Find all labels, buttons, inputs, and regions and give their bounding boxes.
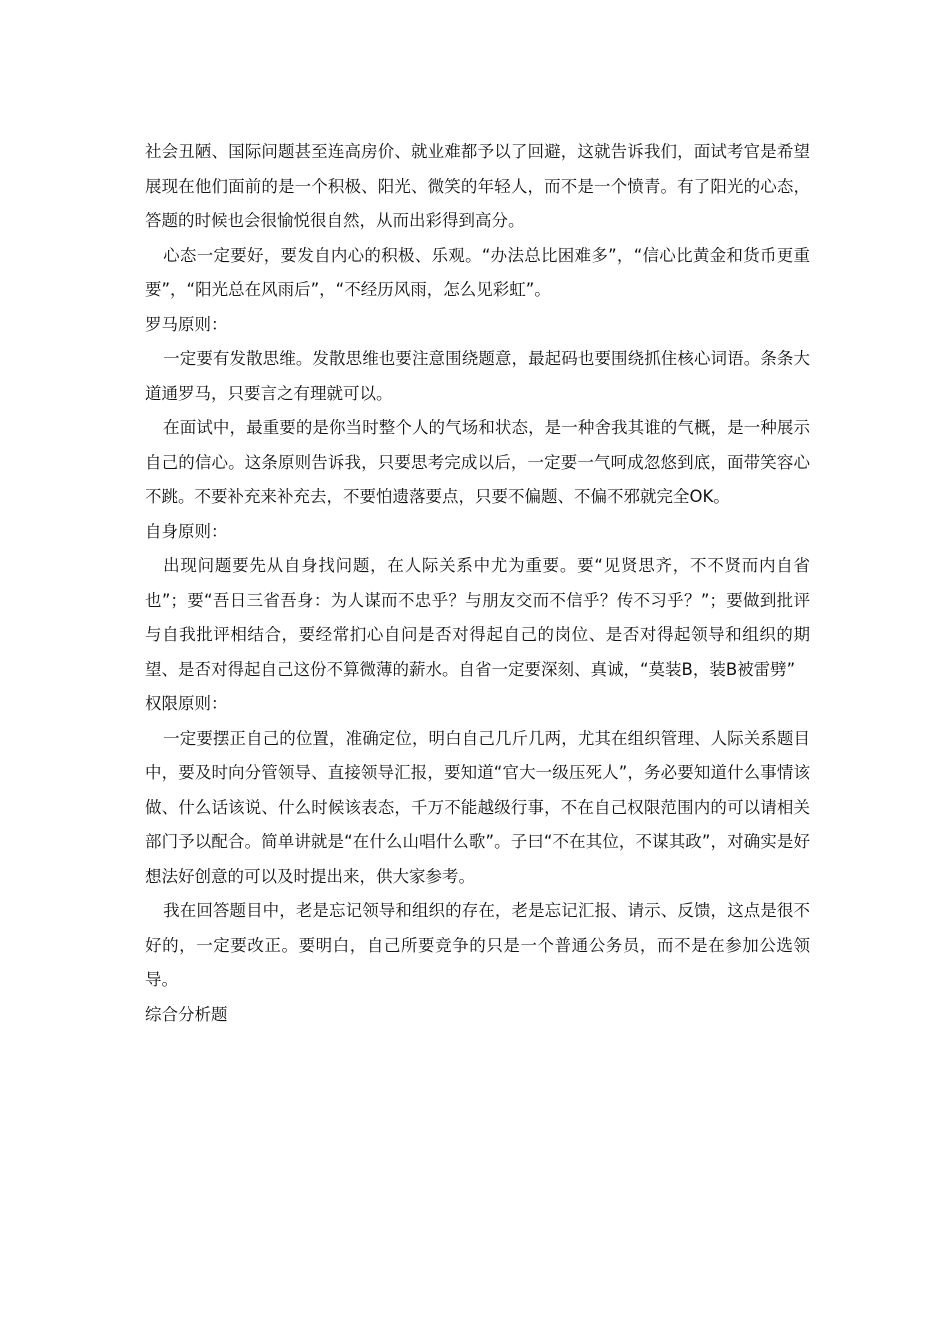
heading-rome-principle: 罗马原则： bbox=[145, 314, 228, 334]
paragraph-self-reflection: 出现问题要先从自身找问题，在人际关系中尤为重要。要“见贤思齐，不不贤而内自省也”；要“吾日三省吾身：为人谋而不忠乎？与朋友交而不信乎？传不习乎？”；要做到批评与自我批评相结合，要经常扪心自问是否对得起自己的岗位、是否对得起领导和组织的期望、是否对得起自己这份不算微薄的薪水。自省一定要深刻、真诚，“莫装B，装B被雷劈” bbox=[145, 556, 810, 679]
paragraph-divergent-thinking: 一定要有发散思维。发散思维也要注意围绕题意，最起码也要围绕抓住核心词语。条条大道通罗马，只要言之有理就可以。 bbox=[145, 349, 810, 403]
paragraph-interview-presence: 在面试中，最重要的是你当时整个人的气场和状态，是一种舍我其谁的气概，是一种展示自己的信心。这条原则告诉我，只要思考完成以后，一定要一气呵成忽悠到底，面带笑容心不跳。不要补充来补充去，不要怕遗落要点，只要不偏题、不偏不邪就完全OK。 bbox=[145, 418, 810, 506]
heading-comprehensive-analysis: 综合分析题 bbox=[145, 1004, 228, 1024]
heading-authority-principle: 权限原则： bbox=[145, 694, 228, 713]
paragraph-self-correction: 我在回答题目中，老是忘记领导和组织的存在，老是忘记汇报、请示、反馈，这点是很不好的，一定要改正。要明白，自己所要竞争的只是一个普通公务员，而不是在参加公选领导。 bbox=[145, 901, 810, 989]
document-body bbox=[145, 135, 810, 1032]
paragraph-position: 一定要摆正自己的位置，准确定位，明白自己几斤几两，尤其在组织管理、人际关系题目中，要及时向分管领导、直接领导汇报，要知道“官大一级压死人”，务必要知道什么事情该做、什么话该说、什么时候该表态，千万不能越级行事，不在自己权限范围内的可以请相关部门予以配合。简单讲就是“在什么山唱什么歌”。子曰“不在其位，不谋其政”，对确实是好想法好创意的可以及时提出来，供大家参考。 bbox=[145, 728, 810, 886]
paragraph-intro-continuation: 社会丑陋、国际问题甚至连高房价、就业难都予以了回避，这就告诉我们，面试考官是希望展现在他们面前的是一个积极、阳光、微笑的年轻人，而不是一个愤青。有了阳光的心态，答题的时候也会很愉悦很自然，从而出彩得到高分。 bbox=[145, 142, 810, 230]
heading-self-principle: 自身原则： bbox=[145, 521, 228, 541]
paragraph-attitude: 心态一定要好，要发自内心的积极、乐观。“办法总比困难多”，“信心比黄金和货币更重要”，“阳光总在风雨后”，“不经历风雨，怎么见彩虹”。 bbox=[145, 245, 810, 299]
